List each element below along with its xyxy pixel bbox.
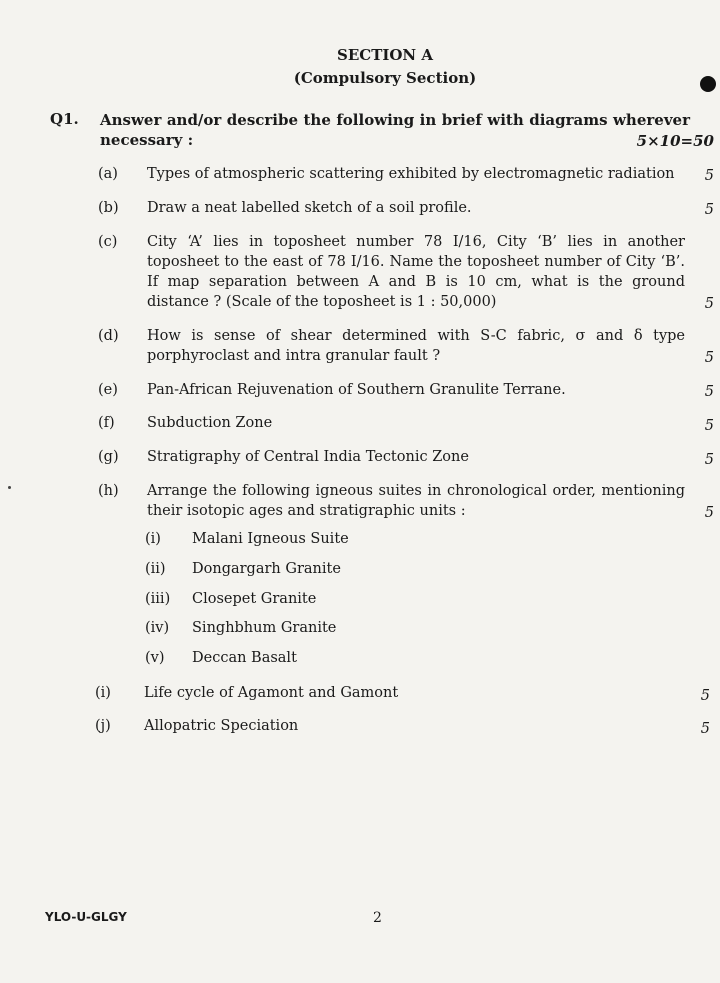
suite-name: Malani Igneous Suite	[192, 531, 349, 547]
item-marks: 5	[704, 418, 714, 434]
suite-label: (i)	[145, 531, 161, 547]
suite-label: (iv)	[145, 620, 170, 636]
item-label: (j)	[95, 718, 111, 734]
suite-label: (ii)	[145, 561, 166, 577]
item-marks: 5	[704, 350, 714, 366]
section-subtitle: (Compulsory Section)	[293, 69, 477, 87]
page-marker-dot	[700, 76, 716, 92]
item-marks: 5	[700, 721, 710, 737]
item-label: (f)	[98, 415, 115, 431]
item-text: Subduction Zone	[147, 415, 273, 431]
item-text: City ‘A’ lies in toposheet number 78 I/16, City ‘B’ lies in another toposheet to the east of 78 I/16. Name the toposheet number of City ‘B’. If map separation between A and B is 10 cm, what is the ground distance ? (Scale of the toposheet is 1 : 50,000)	[147, 234, 685, 310]
item-label: (g)	[98, 449, 119, 465]
suite-label: (iii)	[145, 591, 171, 607]
item-marks: 5	[704, 505, 714, 521]
item-label: (i)	[95, 685, 111, 701]
item-text: Pan-African Rejuvenation of Southern Granulite Terrane.	[147, 382, 566, 398]
item-text: Allopatric Speciation	[144, 718, 299, 734]
question-marks: 5×10=50	[636, 132, 714, 150]
item-marks: 5	[704, 168, 714, 184]
item-text: Stratigraphy of Central India Tectonic Zone	[147, 449, 469, 465]
item-label: (e)	[98, 382, 118, 398]
question-prompt: Answer and/or describe the following in brief with diagrams wherever necessary :	[100, 111, 690, 149]
paper-code: YLO-U-GLGY	[45, 910, 127, 924]
item-text: Life cycle of Agamont and Gamont	[144, 685, 399, 701]
item-marks: 5	[700, 688, 710, 704]
section-title: SECTION A	[336, 46, 434, 64]
item-label: (h)	[98, 483, 119, 499]
item-marks: 5	[704, 384, 714, 400]
suite-name: Deccan Basalt	[192, 650, 297, 666]
item-marks: 5	[704, 452, 714, 468]
scan-speck	[8, 486, 11, 489]
item-label: (b)	[98, 200, 119, 216]
item-label: (a)	[98, 166, 118, 182]
question-number: Q1.	[50, 110, 79, 128]
suite-name: Dongargarh Granite	[192, 561, 341, 577]
suite-name: Closepet Granite	[192, 591, 317, 607]
item-text: Draw a neat labelled sketch of a soil profile.	[147, 200, 472, 216]
item-marks: 5	[704, 202, 714, 218]
item-label: (d)	[98, 328, 119, 344]
item-text: How is sense of shear determined with S-C fabric, σ and δ type porphyroclast and intra granular fault ?	[147, 328, 685, 364]
item-marks: 5	[704, 296, 714, 312]
suite-label: (v)	[145, 650, 165, 666]
suite-name: Singhbhum Granite	[192, 620, 337, 636]
page-number: 2	[373, 910, 382, 926]
item-text: Types of atmospheric scattering exhibited by electromagnetic radiation	[147, 166, 675, 182]
item-label: (c)	[98, 234, 118, 250]
item-text: Arrange the following igneous suites in chronological order, mentioning their isotopic ages and stratigraphic units :	[147, 483, 685, 519]
